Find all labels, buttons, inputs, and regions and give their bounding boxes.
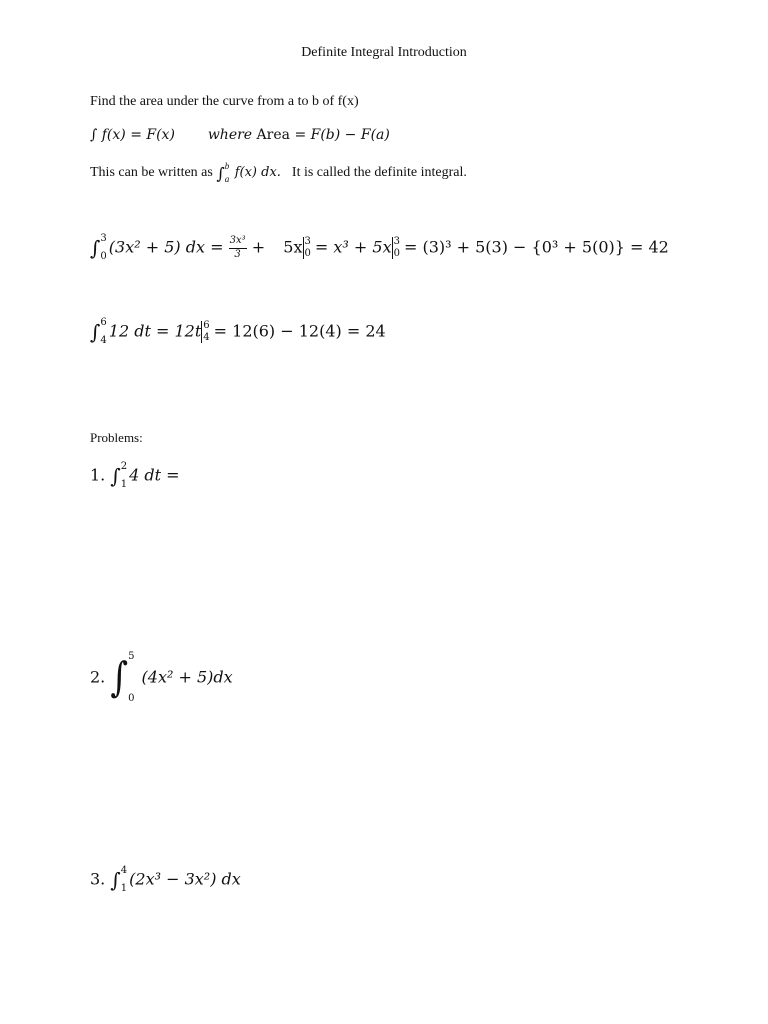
integral-sign-icon: ∫ — [110, 654, 129, 702]
term-5x: 5x — [283, 237, 303, 257]
problem-expression: (2x³ − 3x²) dx — [129, 869, 241, 889]
area-formula: = F(b) − F(a) — [294, 127, 390, 143]
evaluation-bar: 3 0 — [393, 236, 400, 259]
problems-heading: Problems: — [90, 430, 143, 445]
fraction: $\frac{\text{3x³}}{3}$ — [229, 235, 246, 260]
integral-limits: 6 4 — [100, 317, 107, 346]
integral-limits: 2 1 — [120, 461, 128, 490]
indefinite-integral: ∫ f(x) = F(x) — [90, 127, 175, 143]
integral-sign-icon: ∫ — [90, 236, 101, 260]
example-2 — [90, 318, 386, 346]
integral-limits: b a — [224, 161, 230, 184]
problem-number: 2. — [90, 667, 106, 687]
indefinite-integral-line — [90, 127, 390, 143]
integral-sign-icon: ∫ — [90, 320, 101, 344]
page-title: Definite Integral Introduction — [301, 45, 467, 60]
evaluation-bar: 3 0 — [304, 236, 311, 259]
example-2-result: = 12(6) − 12(4) = 24 — [213, 321, 386, 341]
integral-sign-icon: ∫ — [110, 464, 121, 488]
where-label: where — [207, 127, 253, 143]
written-integrand: f(x) dx. — [234, 165, 281, 181]
example-1-integrand: (3x² + 5) dx = — [108, 237, 224, 257]
integral-limits: 3 0 — [100, 233, 107, 262]
problem-expression: 4 dt = — [129, 465, 180, 485]
evaluation-bar: 6 4 — [203, 320, 210, 343]
integral-limits: 4 1 — [120, 865, 128, 894]
definite-integral-definition — [90, 162, 467, 184]
problem-3 — [90, 866, 241, 894]
example-1 — [90, 234, 669, 262]
written-suffix: It is called the definite integral. — [291, 165, 467, 181]
plus-sign: + — [251, 237, 266, 257]
example-2-integrand: 12 dt = 12t — [108, 321, 202, 341]
problem-2 — [90, 652, 233, 704]
problem-expression: (4x² + 5)dx — [141, 667, 233, 687]
integral-limits: 5 0 — [128, 651, 135, 704]
integral-sign-icon: ∫ — [216, 163, 225, 183]
intro-line: Find the area under the curve from a to b of f(x) — [90, 94, 359, 109]
problem-number: 3. — [90, 869, 106, 889]
problem-number: 1. — [90, 465, 106, 485]
area-label: Area — [256, 127, 290, 143]
written-prefix: This can be written as — [90, 165, 213, 181]
example-1-result: = (3)³ + 5(3) − {0³ + 5(0)} = 42 — [403, 237, 669, 257]
integral-sign-icon: ∫ — [110, 868, 121, 892]
problem-1 — [90, 462, 180, 490]
example-1-antiderivative: = x³ + 5x — [314, 237, 392, 257]
